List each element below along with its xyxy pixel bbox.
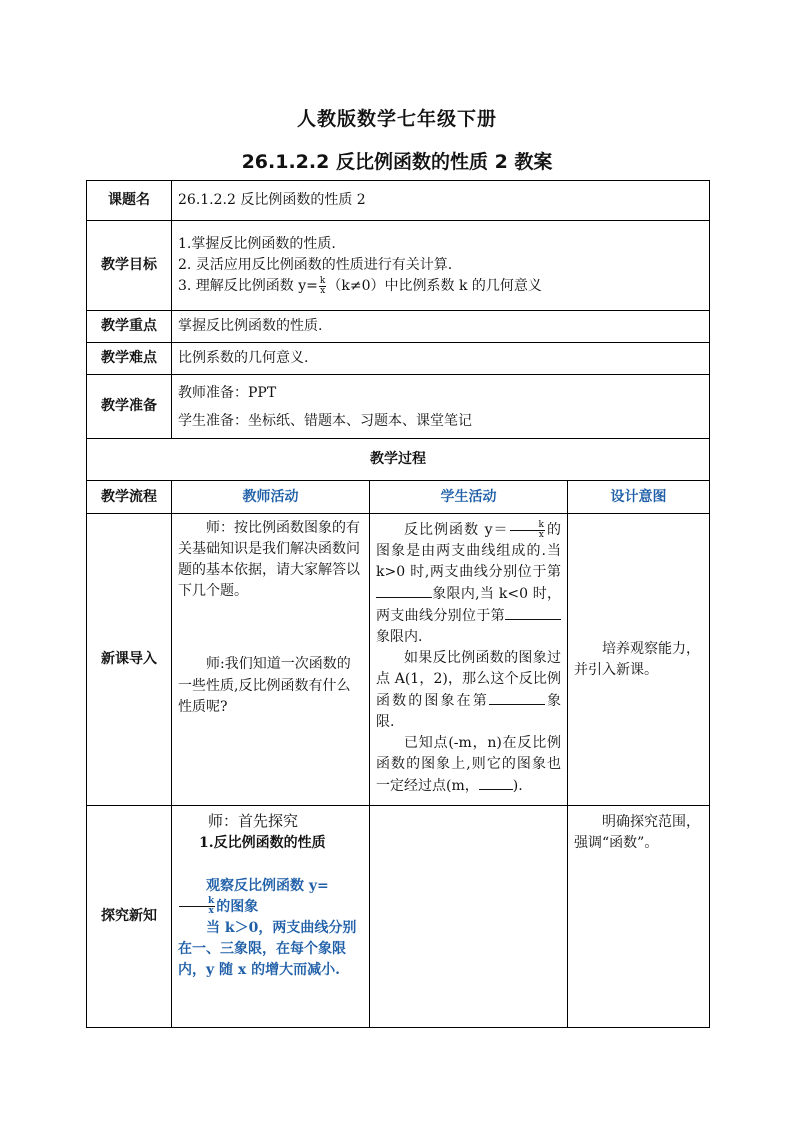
- label-prep: 教学准备: [87, 375, 172, 439]
- intro-teacher-p2: 师:我们知道一次函数的一些性质,反比例函数有什么性质呢?: [178, 656, 351, 716]
- intro-student-p2-end: 象限.: [376, 693, 561, 730]
- explore-intent-text: 明确探究范围，强调“函数”。: [574, 814, 700, 851]
- intro-teacher-p1: 师：按比例函数图象的有关基础知识是我们解决函数问题的基本依据，请大家解答以下几个题。: [178, 520, 360, 599]
- row-intro: [87, 514, 710, 806]
- explore-teacher-line3: [178, 876, 363, 918]
- intro-student-p1-pre: 反比例函数 y＝: [404, 522, 509, 538]
- explore-intent: [568, 806, 710, 1028]
- label-topic: 课题名: [87, 181, 172, 221]
- goal-3-suffix: （k≠0）中比例系数 k 的几何意义: [327, 278, 542, 294]
- row-goals: [87, 221, 710, 311]
- goal-1: 1.掌握反比例函数的性质.: [178, 236, 336, 252]
- frac-numerator: k: [319, 275, 326, 286]
- intro-student: [370, 514, 568, 806]
- fill-blank[interactable]: [505, 605, 561, 620]
- goal-3: [178, 276, 703, 297]
- explore-teacher-line3-post: 的图象: [216, 898, 259, 915]
- intro-student-p1: [376, 520, 561, 648]
- frac-denominator: x: [208, 906, 214, 916]
- explore-teacher: [172, 806, 370, 1028]
- col-student: 学生活动: [370, 481, 568, 514]
- fraction-k-over-x: [179, 897, 215, 916]
- value-topic: 26.1.2.2 反比例函数的性质 2: [172, 181, 710, 221]
- process-header: 教学过程: [87, 439, 710, 481]
- intro-intent: [568, 514, 710, 806]
- prep-student: 学生准备：坐标纸、错题本、习题本、课堂笔记: [178, 412, 472, 429]
- row-process-header: [87, 439, 710, 481]
- intro-student-p3-pre: 已知点(-m，n)在反比例函数的图象上,则它的图象也一定经过点(m，: [376, 735, 561, 794]
- frac-denominator: x: [320, 285, 326, 296]
- col-intent: 设计意图: [568, 481, 710, 514]
- intro-teacher: [172, 514, 370, 806]
- row-difficulty: [87, 343, 710, 375]
- label-goals: 教学目标: [87, 221, 172, 311]
- row-column-headers: [87, 481, 710, 514]
- fill-blank[interactable]: [479, 775, 513, 790]
- fraction-k-over-x: [319, 277, 326, 296]
- intro-student-p2: [376, 648, 561, 733]
- frac-numerator: k: [510, 521, 545, 531]
- label-difficulty: 教学难点: [87, 343, 172, 375]
- row-explore: [87, 806, 710, 1028]
- col-flow: 教学流程: [87, 481, 172, 514]
- document-title: 人教版数学七年级下册: [296, 108, 497, 130]
- prep-teacher: 教师准备：PPT: [178, 384, 277, 401]
- value-difficulty: 比例系数的几何意义.: [172, 343, 710, 375]
- explore-student: [370, 806, 568, 1028]
- goal-2: 2. 灵活应用反比例函数的性质进行有关计算.: [178, 257, 453, 273]
- row-key: [87, 311, 710, 343]
- lesson-plan-table: [86, 180, 710, 1028]
- row-topic: [87, 181, 710, 221]
- intro-student-p2-pre: 如果反比例函数的图象过点 A(1，2)，那么这个反比例函数的图象在第: [376, 650, 561, 709]
- intro-student-p3-end: ).: [512, 778, 523, 794]
- goal-3-prefix: 3. 理解反比例函数 y=: [178, 278, 318, 294]
- label-intro: 新课导入: [87, 514, 172, 806]
- value-key: 掌握反比例函数的性质.: [172, 311, 710, 343]
- explore-teacher-line4: 当 k＞0，两支曲线分别在一、三象限，在每个象限内，y 随 x 的增大而减小.: [178, 919, 357, 978]
- value-goals: [172, 221, 710, 311]
- document-subtitle: 26.1.2.2 反比例函数的性质 2 教案: [241, 151, 553, 173]
- intro-student-p3: [376, 733, 561, 797]
- explore-teacher-line3-pre: 观察反比例函数 y=: [206, 877, 329, 894]
- explore-teacher-line1: 师：首先探究: [208, 812, 299, 830]
- intro-student-p1-end: 象限内.: [376, 629, 423, 645]
- row-prep: [87, 375, 710, 439]
- frac-denominator: x: [538, 529, 544, 540]
- fill-blank[interactable]: [489, 690, 545, 705]
- fill-blank[interactable]: [376, 583, 432, 598]
- intro-intent-text: 培养观察能力，并引入新课。: [574, 640, 700, 678]
- frac-numerator: k: [179, 897, 215, 907]
- label-explore: 探究新知: [87, 806, 172, 1028]
- intro-student-p1-post: 的图象是由两支曲线组成的.当 k>0 时,两支曲线分别位于第: [376, 522, 562, 580]
- col-teacher: 教师活动: [172, 481, 370, 514]
- explore-teacher-line2: 1.反比例函数的性质: [199, 834, 326, 851]
- intro-student-p1-mid: 象限内,当 k<0 时，两支曲线分别位于第: [376, 586, 561, 624]
- value-prep: [172, 375, 710, 439]
- label-key: 教学重点: [87, 311, 172, 343]
- fraction-k-over-x: [510, 521, 545, 540]
